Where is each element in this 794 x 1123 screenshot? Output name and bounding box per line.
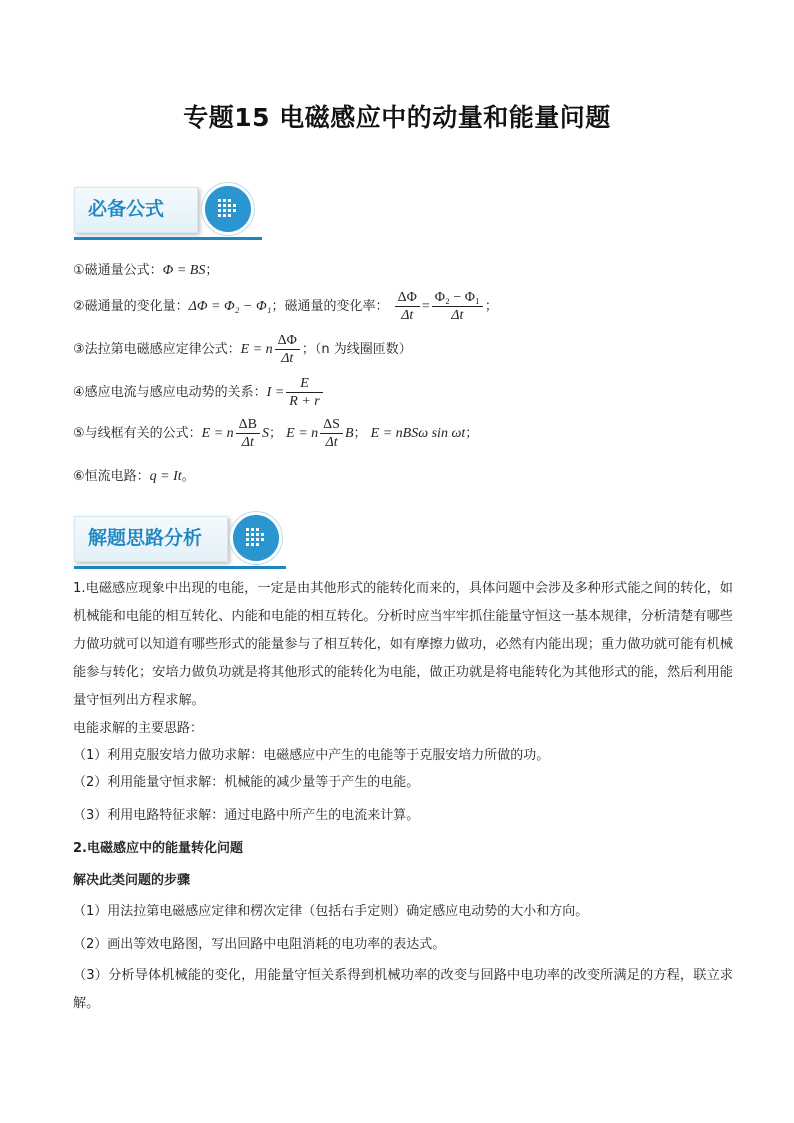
fraction: $\frac{\Delta\Phi}{\Delta t}$ bbox=[275, 332, 300, 367]
section-label: 必备公式 bbox=[88, 198, 165, 220]
steps-title: 解决此类问题的步骤 bbox=[73, 873, 191, 888]
fraction: $\frac{\Delta B}{\Delta t}$ bbox=[236, 416, 260, 451]
section-underline bbox=[74, 237, 262, 240]
fraction: $\frac{\text{Φ₂ − Φ₁}}{\Delta t}$ bbox=[432, 289, 483, 324]
analysis-paragraph: 1.电磁感应现象中出现的电能，一定是由其他形式的能转化而来的，具体问题中会涉及多种形式能之间的转化，如机械能和电能的相互转化、内能和电能的相互转化。分析时应当牢牢抓住能量守恒这一基本规律，分析清楚有哪些力做功就可以知道有哪些形式的能量参与了相互转化，如有摩擦力做功，必然有内能出现；重力做功就可能有机械能参与转化；安培力做负功就是将其他形式的能转化为电能，做正功就是将电能转化为其他形式的能，然后利用能量守恒列出方程求解。 bbox=[73, 581, 733, 708]
formula-constant-current: ⑥恒流电路：q = It。 bbox=[73, 469, 195, 484]
formula-flux: ①磁通量公式：Φ = BS； bbox=[73, 263, 219, 278]
fraction: $\frac{\Delta\Phi}{\Delta t}$ bbox=[395, 289, 420, 324]
fraction: $\frac{\Delta S}{\Delta t}$ bbox=[320, 416, 343, 451]
formula-flux-change: ②磁通量的变化量：ΔΦ = Φ₂ − Φ₁；磁通量的变化率： $\frac{\Delta\Phi}{\Delta t}$ = $\frac{\text{Φ₂ − Φ₁}}{\Delta t}$ ； bbox=[73, 290, 498, 323]
formula-frame: ⑤与线框有关的公式：E = n $\frac{\Delta B}{\Delta t}$ S； E = n $\frac{\Delta S}{\Delta t}$ B； E = nBSω sin ωt； bbox=[73, 417, 479, 450]
section-banner-analysis bbox=[74, 514, 288, 568]
formula-current: ④感应电流与感应电动势的关系：I = $\frac{E}{R + r}$ bbox=[73, 374, 325, 412]
heading-energy-conversion: 2.电磁感应中的能量转化问题 bbox=[73, 841, 243, 856]
section-underline bbox=[74, 566, 286, 569]
formula-faraday: ③法拉第电磁感应定律公式：E = n $\frac{\Delta\Phi}{\Delta t}$ ；（n 为线圈匝数） bbox=[73, 333, 412, 366]
page-title: 专题15 电磁感应中的动量和能量问题 bbox=[183, 103, 611, 132]
dot-grid-arrow-icon bbox=[230, 512, 282, 564]
ideas-title: 电能求解的主要思路： bbox=[73, 721, 204, 736]
idea-1: （1）利用克服安培力做功求解：电磁感应中产生的电能等于克服安培力所做的功。 bbox=[73, 748, 550, 763]
step-3: （3）分析导体机械能的变化，用能量守恒关系得到机械功率的改变与回路中电功率的改变所满足的方程，联立求解。 bbox=[73, 968, 733, 1011]
section-banner-formulas bbox=[74, 185, 264, 239]
fraction: $\frac{E}{R + r}$ bbox=[286, 375, 322, 410]
section-label: 解题思路分析 bbox=[88, 527, 203, 549]
step-2: （2）画出等效电路图，写出回路中电阻消耗的电功率的表达式。 bbox=[73, 937, 446, 952]
idea-3: （3）利用电路特征求解：通过电路中所产生的电流来计算。 bbox=[73, 808, 420, 823]
idea-2: （2）利用能量守恒求解：机械能的减少量等于产生的电能。 bbox=[73, 775, 420, 790]
step-1: （1）用法拉第电磁感应定律和楞次定律（包括右手定则）确定感应电动势的大小和方向。 bbox=[73, 904, 589, 919]
dot-grid-arrow-icon bbox=[202, 183, 254, 235]
